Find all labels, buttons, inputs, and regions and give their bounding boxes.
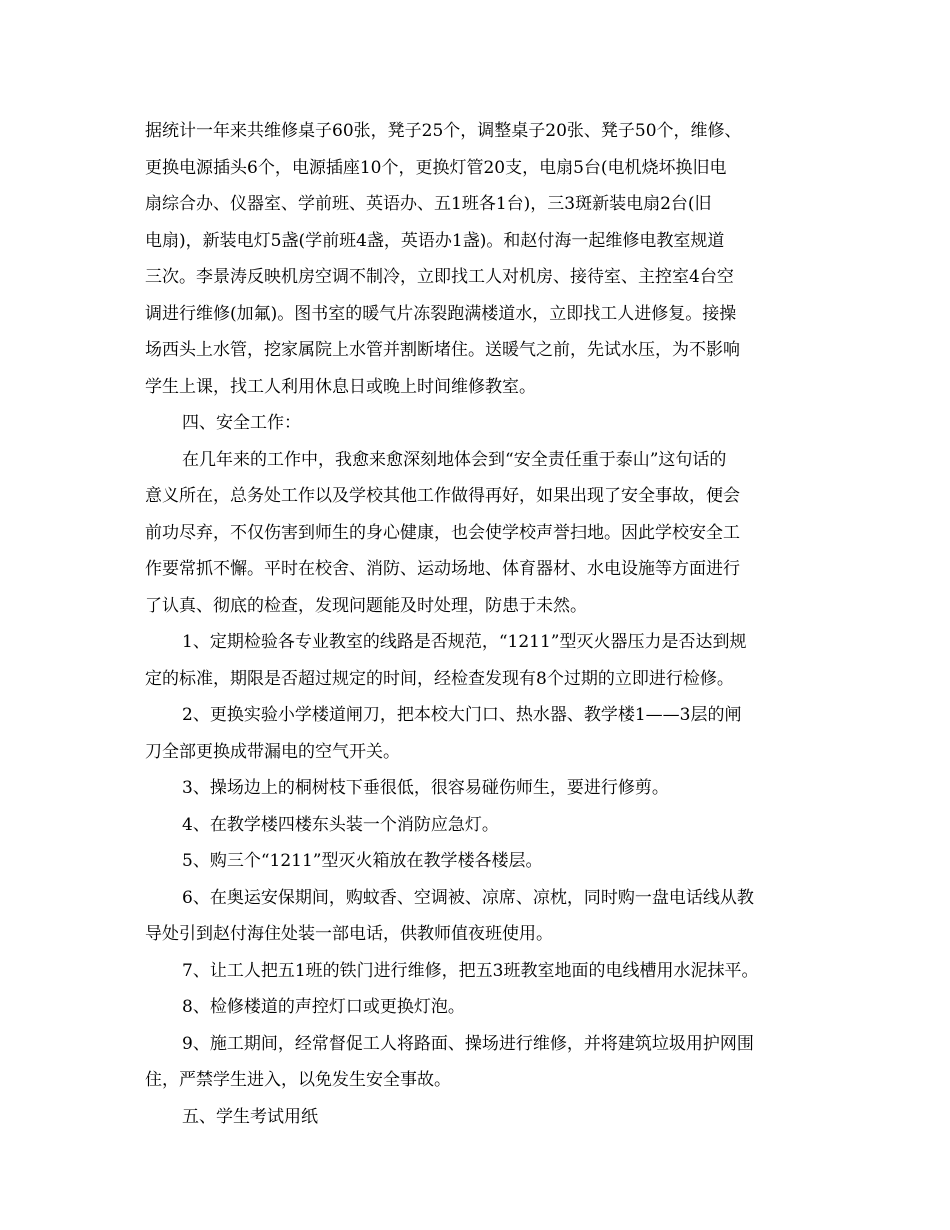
paragraph bbox=[145, 770, 815, 807]
text-line: 6、在奥运安保期间，购蚊香、空调被、凉席、凉枕，同时购一盘电话线从教 bbox=[182, 887, 754, 908]
text-line: 4、在教学楼四楼东头装一个消防应急灯。 bbox=[182, 814, 499, 835]
text-line: 定的标准，期限是否超过规定的时间，经检查发现有8个过期的立即进行检修。 bbox=[145, 668, 734, 689]
paragraph bbox=[145, 843, 815, 880]
paragraph bbox=[145, 113, 815, 405]
text-line: 1、定期检验各专业教室的线路是否规范，“1211”型灭火器压力是否达到规 bbox=[182, 632, 747, 652]
text-line: 电扇)，新装电灯5盏(学前班4盏，英语办1盏)。和赵付海一起维修电教室规道 bbox=[145, 230, 725, 251]
text-line: 三次。李景涛反映机房空调不制冷，立即找工人对机房、接待室、主控室4台空 bbox=[145, 267, 734, 287]
text-line: 作要常抓不懈。平时在校舍、消防、运动场地、体育器材、水电设施等方面进行 bbox=[145, 559, 740, 579]
paragraph bbox=[145, 1099, 815, 1136]
paragraph bbox=[145, 1026, 815, 1099]
text-line: 了认真、彻底的检查，发现问题能及时处理，防患于未然。 bbox=[145, 595, 587, 616]
text-line: 7、让工人把五1班的铁门进行维修，把五3班教室地面的电线槽用水泥抹平。 bbox=[182, 960, 759, 981]
text-line: 意义所在，总务处工作以及学校其他工作做得再好，如果出现了安全事故，便会 bbox=[145, 486, 740, 506]
text-line: 2、更换实验小学楼道闸刀，把本校大门口、热水器、教学楼1——3层的闸 bbox=[182, 705, 742, 725]
text-line: 刀全部更换成带漏电的空气开关。 bbox=[145, 741, 400, 762]
paragraph bbox=[145, 807, 815, 844]
text-line: 据统计一年来共维修桌子60张，凳子25个，调整桌子20张、凳子50个，维修、 bbox=[145, 121, 742, 141]
text-line: 扇综合办、仪器室、学前班、英语办、五1班各1台)，三3斑新装电扇2台(旧 bbox=[145, 194, 712, 214]
text-line: 前功尽弃，不仅伤害到师生的身心健康，也会使学校声誉扫地。因此学校安全工 bbox=[145, 522, 740, 543]
text-line: 5、购三个“1211”型灭火箱放在教学楼各楼层。 bbox=[182, 851, 543, 871]
text-line: 五、学生考试用纸 bbox=[182, 1106, 318, 1127]
text-line: 3、操场边上的桐树枝下垂很低，很容易碰伤师生，要进行修剪。 bbox=[182, 778, 669, 798]
text-line: 住，严禁学生进入，以免发生安全事故。 bbox=[145, 1070, 451, 1090]
paragraph bbox=[145, 989, 815, 1026]
text-line: 9、施工期间，经常督促工人将路面、操场进行维修，并将建筑垃圾用护网围 bbox=[182, 1033, 754, 1054]
text-line: 四、安全工作： bbox=[182, 413, 301, 433]
text-line: 8、检修楼道的声控灯口或更换灯泡。 bbox=[182, 997, 465, 1017]
text-line: 更换电源插头6个，电源插座10个，更换灯管20支，电扇5台(电机烧坏换旧电 bbox=[145, 157, 727, 178]
text-line: 学生上课，找工人利用休息日或晚上时间维修教室。 bbox=[145, 376, 536, 397]
paragraph bbox=[145, 442, 815, 625]
paragraph bbox=[145, 697, 815, 770]
text-line: 在几年来的工作中，我愈来愈深刻地体会到“安全责任重于泰山”这句话的 bbox=[182, 449, 727, 470]
text-line: 导处引到赵付海住处装一部电话，供教师值夜班使用。 bbox=[145, 924, 553, 944]
paragraph bbox=[145, 953, 815, 990]
paragraph bbox=[145, 624, 815, 697]
paragraph bbox=[145, 405, 815, 442]
text-line: 调进行维修(加氟)。图书室的暖气片冻裂跑满楼道水，立即找工人进修复。接操 bbox=[145, 303, 737, 324]
text-line: 场西头上水管，挖家属院上水管并割断堵住。送暖气之前，先试水压，为不影响 bbox=[145, 340, 740, 360]
document-body bbox=[145, 113, 815, 1135]
paragraph bbox=[145, 880, 815, 953]
